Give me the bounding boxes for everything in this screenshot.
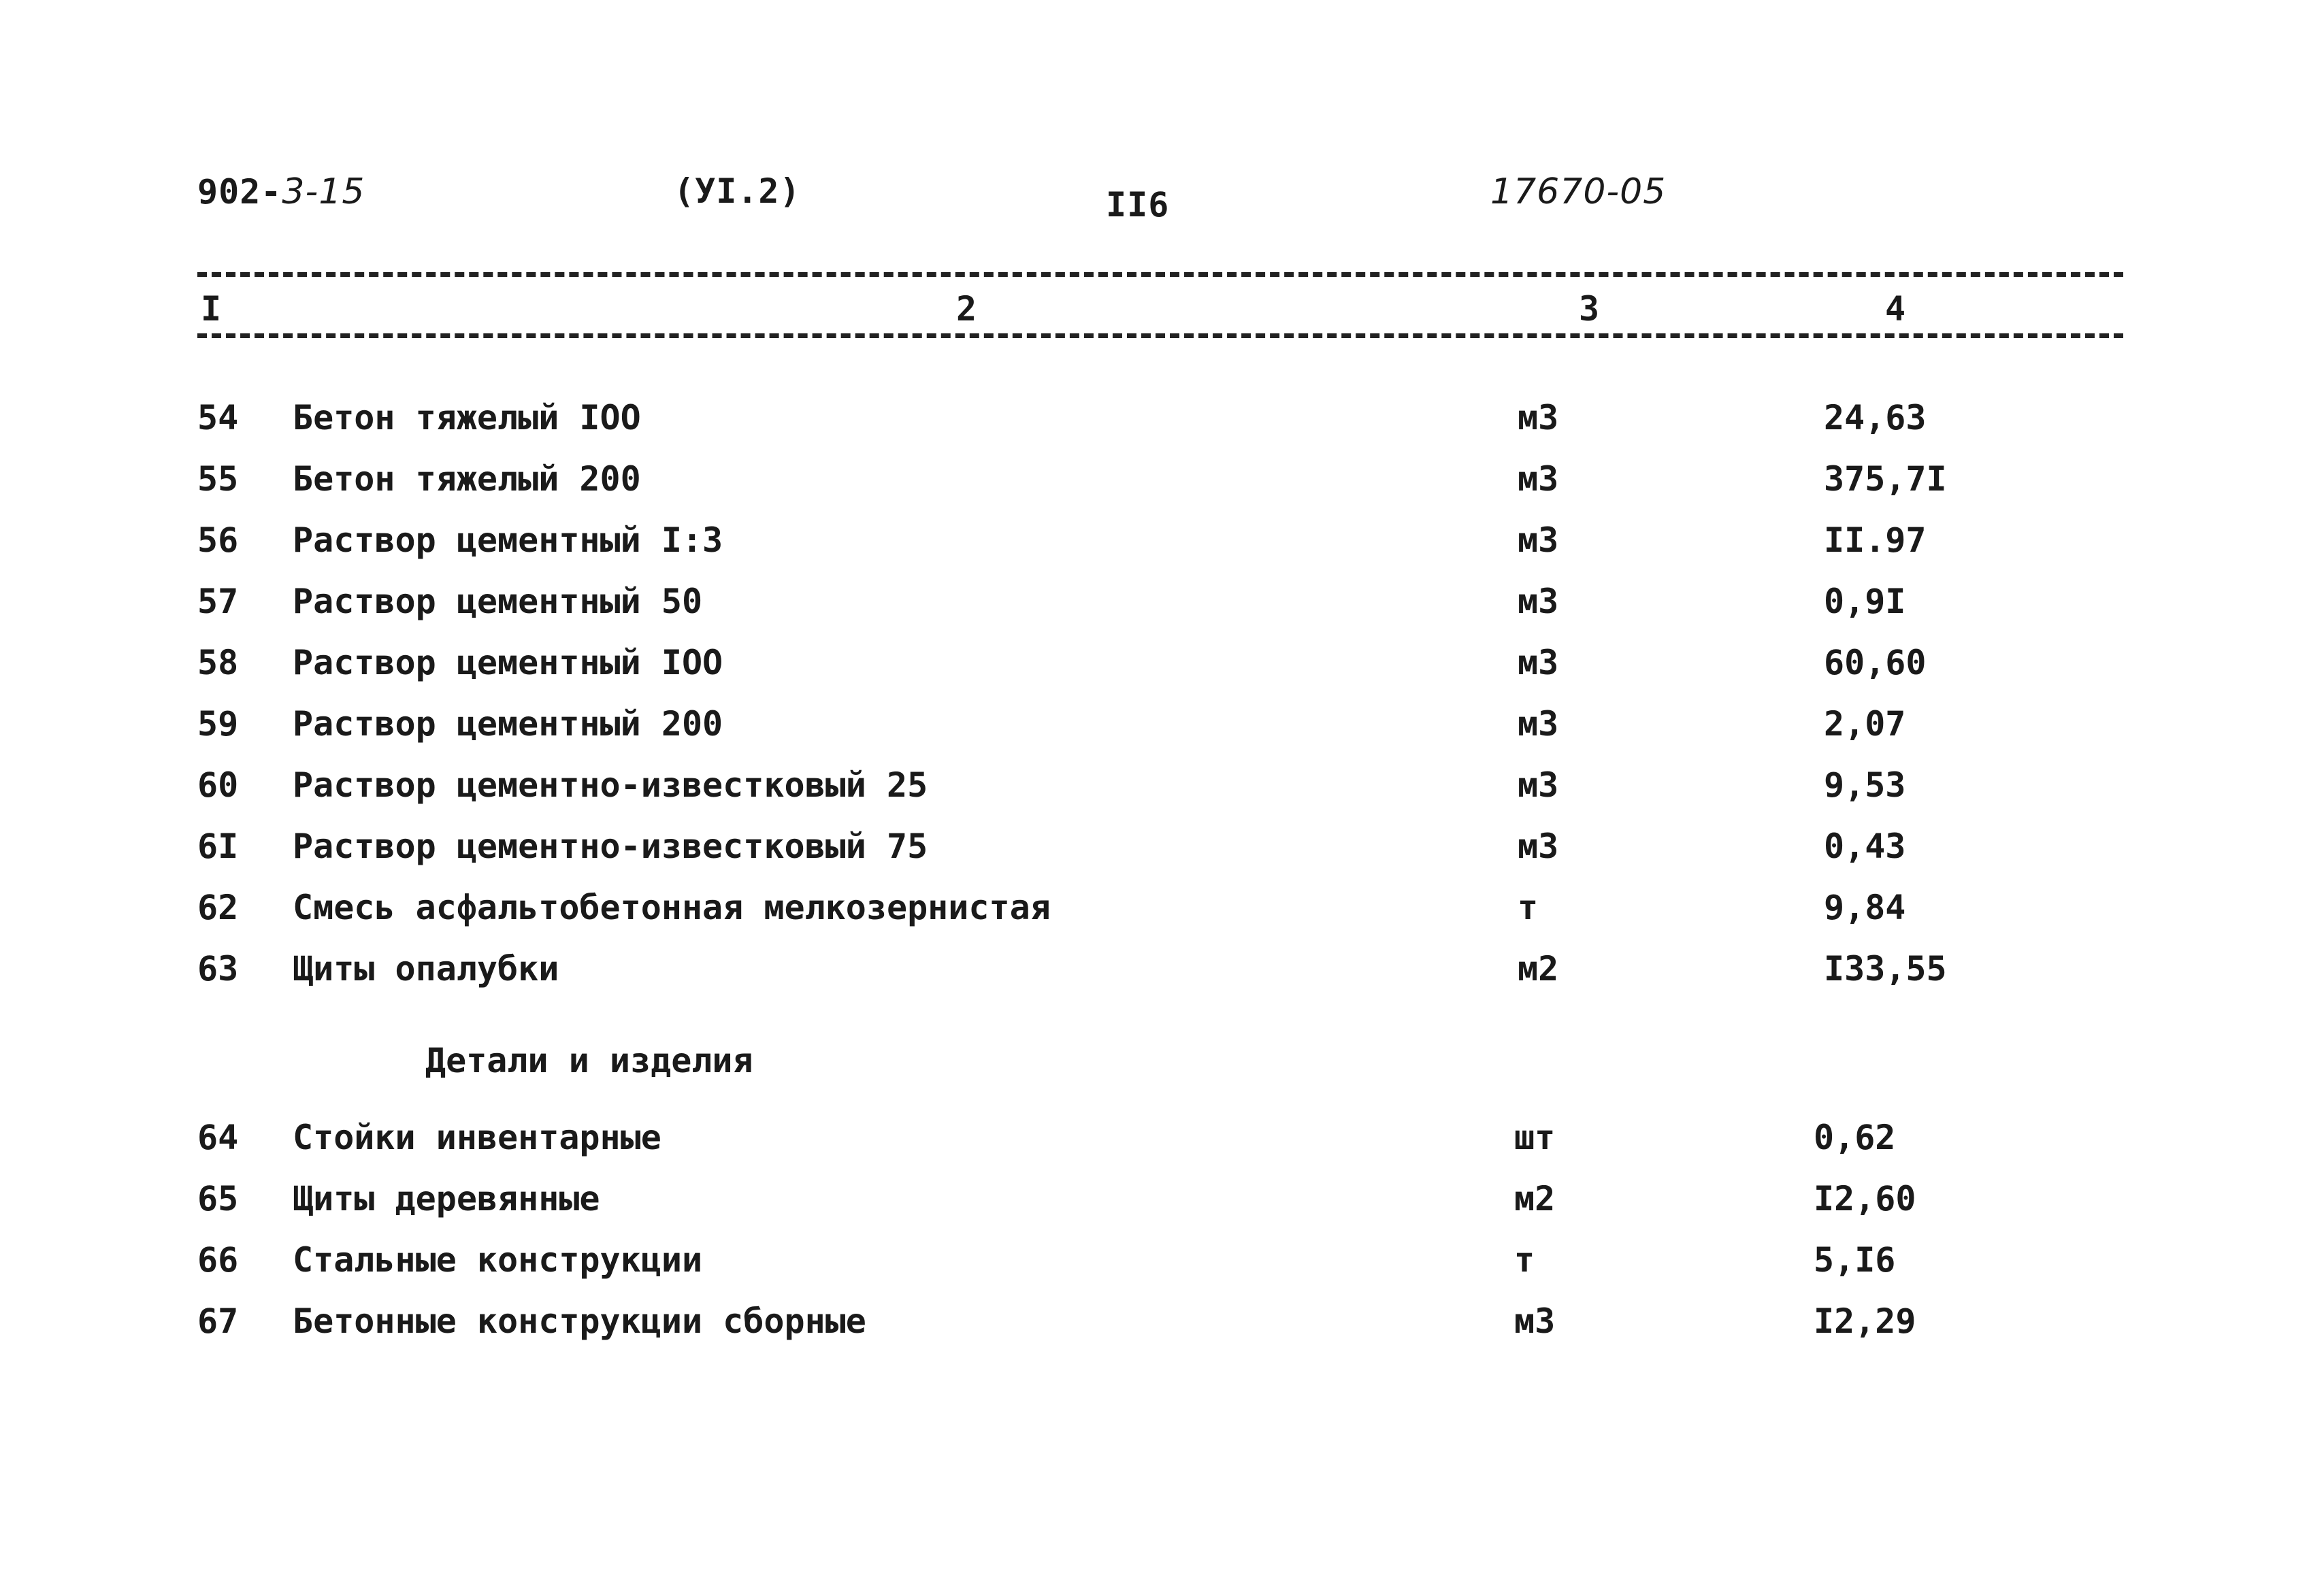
row-number: 67 bbox=[197, 1301, 239, 1341]
row-name: Щиты опалубки bbox=[293, 949, 559, 989]
row-unit: м3 bbox=[1514, 1301, 1556, 1341]
row-quantity: II.97 bbox=[1824, 520, 1927, 560]
row-unit: м3 bbox=[1518, 643, 1559, 682]
row-name: Раствор цементно-известковый 75 bbox=[293, 827, 928, 866]
row-unit: м3 bbox=[1518, 827, 1559, 866]
row-unit: м2 bbox=[1514, 1179, 1556, 1218]
table-row bbox=[0, 1240, 2324, 1288]
row-unit: шт bbox=[1514, 1118, 1556, 1157]
row-unit: м3 bbox=[1518, 520, 1559, 560]
row-unit: м3 bbox=[1518, 398, 1559, 437]
table-row bbox=[0, 459, 2324, 507]
row-name: Раствор цементный 50 bbox=[293, 582, 703, 621]
column-number-2: 2 bbox=[956, 289, 977, 329]
row-number: 60 bbox=[197, 765, 239, 805]
table-header-rule bbox=[197, 333, 2123, 338]
row-unit: м2 bbox=[1518, 949, 1559, 989]
inventory-number: 17670-05 bbox=[1490, 171, 1667, 212]
row-number: 62 bbox=[197, 888, 239, 927]
table-row bbox=[0, 520, 2324, 568]
row-unit: м3 bbox=[1518, 582, 1559, 621]
row-quantity: I2,29 bbox=[1814, 1301, 1916, 1341]
row-name: Стойки инвентарные bbox=[293, 1118, 661, 1157]
doc-code-handwritten: 3-15 bbox=[282, 171, 365, 212]
row-number: 55 bbox=[197, 459, 239, 499]
row-quantity: 9,84 bbox=[1824, 888, 1906, 927]
row-quantity: 375,7I bbox=[1824, 459, 1947, 499]
row-name: Бетон тяжелый 200 bbox=[293, 459, 641, 499]
table-row bbox=[0, 643, 2324, 691]
row-number: 56 bbox=[197, 520, 239, 560]
row-name: Раствор цементно-известковый 25 bbox=[293, 765, 928, 805]
row-name: Щиты деревянные bbox=[293, 1179, 600, 1218]
row-name: Бетонные конструкции сборные bbox=[293, 1301, 866, 1341]
table-row bbox=[0, 704, 2324, 752]
row-quantity: I33,55 bbox=[1824, 949, 1947, 989]
row-quantity: 0,9I bbox=[1824, 582, 1906, 621]
row-name: Бетон тяжелый IOO bbox=[293, 398, 641, 437]
doc-code bbox=[197, 171, 365, 212]
table-row bbox=[0, 949, 2324, 997]
row-number: 57 bbox=[197, 582, 239, 621]
row-unit: м3 bbox=[1518, 704, 1559, 744]
table-row bbox=[0, 765, 2324, 813]
row-quantity: I2,60 bbox=[1814, 1179, 1916, 1218]
row-number: 64 bbox=[197, 1118, 239, 1157]
table-row bbox=[0, 1301, 2324, 1349]
table-row bbox=[0, 827, 2324, 874]
row-quantity: 60,60 bbox=[1824, 643, 1927, 682]
row-number: 59 bbox=[197, 704, 239, 744]
row-name: Раствор цементный IOO bbox=[293, 643, 723, 682]
row-number: 65 bbox=[197, 1179, 239, 1218]
table-row bbox=[0, 582, 2324, 629]
table-row bbox=[0, 1179, 2324, 1227]
row-quantity: 5,I6 bbox=[1814, 1240, 1896, 1280]
column-number-3: 3 bbox=[1579, 289, 1600, 329]
column-number-1: I bbox=[201, 289, 222, 329]
row-name: Раствор цементный I:3 bbox=[293, 520, 723, 560]
row-name: Смесь асфальтобетонная мелкозернистая bbox=[293, 888, 1051, 927]
table-row bbox=[0, 398, 2324, 446]
row-number: 63 bbox=[197, 949, 239, 989]
row-unit: т bbox=[1518, 888, 1539, 927]
row-unit: м3 bbox=[1518, 765, 1559, 805]
row-unit: т bbox=[1514, 1240, 1535, 1280]
row-number: 58 bbox=[197, 643, 239, 682]
table-top-rule bbox=[197, 272, 2123, 277]
row-name: Стальные конструкции bbox=[293, 1240, 703, 1280]
row-quantity: 0,43 bbox=[1824, 827, 1906, 866]
column-number-4: 4 bbox=[1885, 289, 1906, 329]
section-ref: (УI.2) bbox=[674, 171, 801, 211]
row-quantity: 2,07 bbox=[1824, 704, 1906, 744]
page-number: II6 bbox=[1106, 185, 1170, 225]
section-heading: Детали и изделия bbox=[425, 1041, 753, 1080]
row-quantity: 0,62 bbox=[1814, 1118, 1896, 1157]
row-name: Раствор цементный 200 bbox=[293, 704, 723, 744]
row-number: 66 bbox=[197, 1240, 239, 1280]
row-number: 6I bbox=[197, 827, 239, 866]
row-quantity: 9,53 bbox=[1824, 765, 1906, 805]
row-number: 54 bbox=[197, 398, 239, 437]
row-quantity: 24,63 bbox=[1824, 398, 1927, 437]
row-unit: м3 bbox=[1518, 459, 1559, 499]
doc-code-printed: 902- bbox=[197, 172, 282, 212]
table-row bbox=[0, 888, 2324, 935]
table-row bbox=[0, 1118, 2324, 1165]
